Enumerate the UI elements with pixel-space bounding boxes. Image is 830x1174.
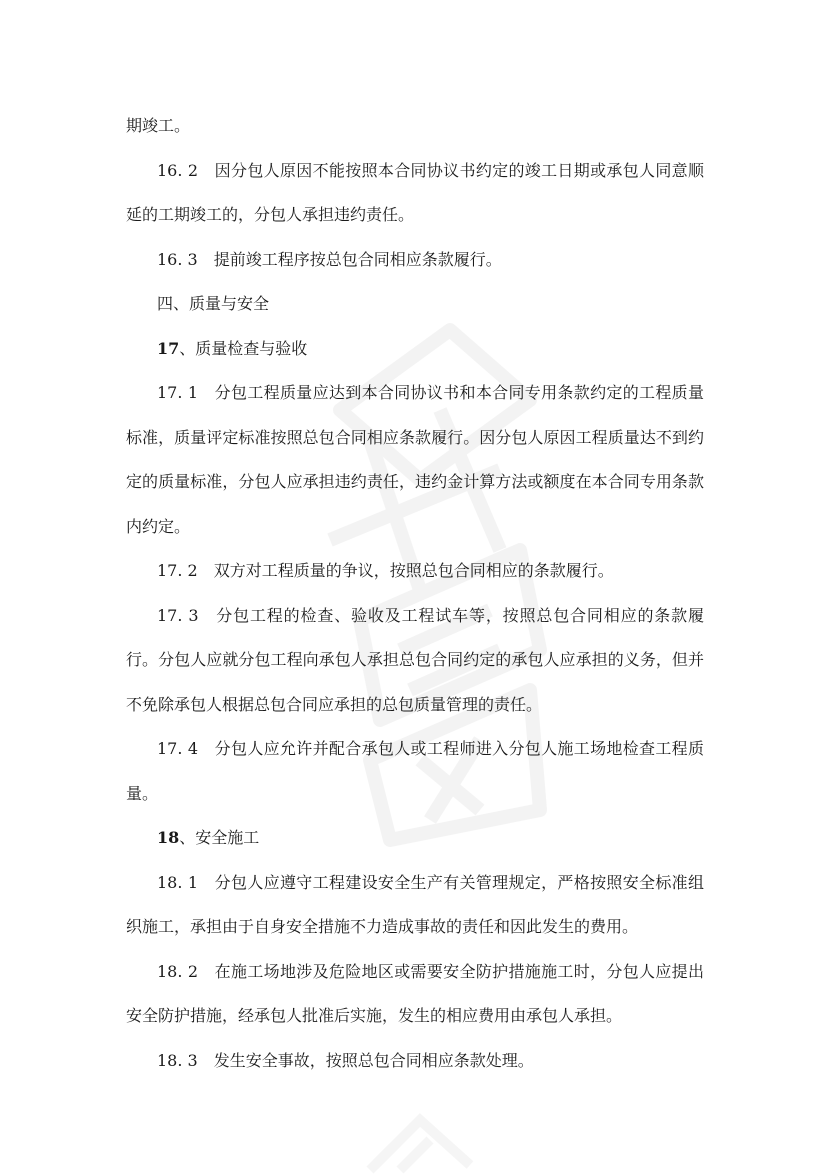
- clause-16-2: 16. 2 因分包人原因不能按照本合同协议书约定的竣工日期或承包人同意顺延的工期竣工的，分包人承担违约责任。: [126, 160, 704, 224]
- heading-18-title: 、安全施工: [179, 828, 260, 847]
- clause-18-2: 18. 2 在施工场地涉及危险地区或需要安全防护措施施工时，分包人应提出安全防护措施，经承包人批准后实施，发生的相应费用由承包人承担。: [126, 961, 704, 1025]
- heading-17-number: 17: [157, 338, 180, 358]
- clause-17-3: 17. 3 分包工程的检查、验收及工程试车等，按照总包合同相应的条款履行。分包人应就分包工程向承包人承担总包合同约定的承包人应承担的义务，但并不免除承包人根据总包合同应承担的总包质量管理的责任。: [126, 605, 704, 714]
- heading-17-title: 、质量检查与验收: [179, 338, 308, 358]
- clause-17-1: 17. 1 分包工程质量应达到本合同协议书和本合同专用条款约定的工程质量标准，质量评定标准按照总包合同相应条款履行。因分包人原因工程质量达不到约定的质量标准，分包人应承担违约责任，违约金计算方法或额度在本合同专用条款内约定。: [126, 383, 704, 536]
- clause-18-3: 18. 3 发生安全事故，按照总包合同相应条款处理。: [157, 1050, 534, 1070]
- clause-16-3: 16. 3 提前竣工程序按总包合同相应条款履行。: [157, 249, 502, 269]
- document-body: [126, 104, 704, 1083]
- clause-17-4: 17. 4 分包人应允许并配合承包人或工程师进入分包人施工场地检查工程质量。: [126, 739, 704, 803]
- paragraph-continuation: 期竣工。: [126, 116, 191, 135]
- watermark-fragment: [360, 1110, 480, 1174]
- section-heading-quality-safety: 四、质量与安全: [157, 294, 270, 313]
- clause-17-2: 17. 2 双方对工程质量的争议，按照总包合同相应的条款履行。: [157, 561, 614, 580]
- heading-17: [126, 327, 704, 372]
- heading-18-number: 18: [157, 828, 180, 847]
- clause-18-1: 18. 1 分包人应遵守工程建设安全生产有关管理规定，严格按照安全标准组织施工，承担由于自身安全措施不力造成事故的责任和因此发生的费用。: [126, 872, 704, 936]
- heading-18: [126, 816, 704, 861]
